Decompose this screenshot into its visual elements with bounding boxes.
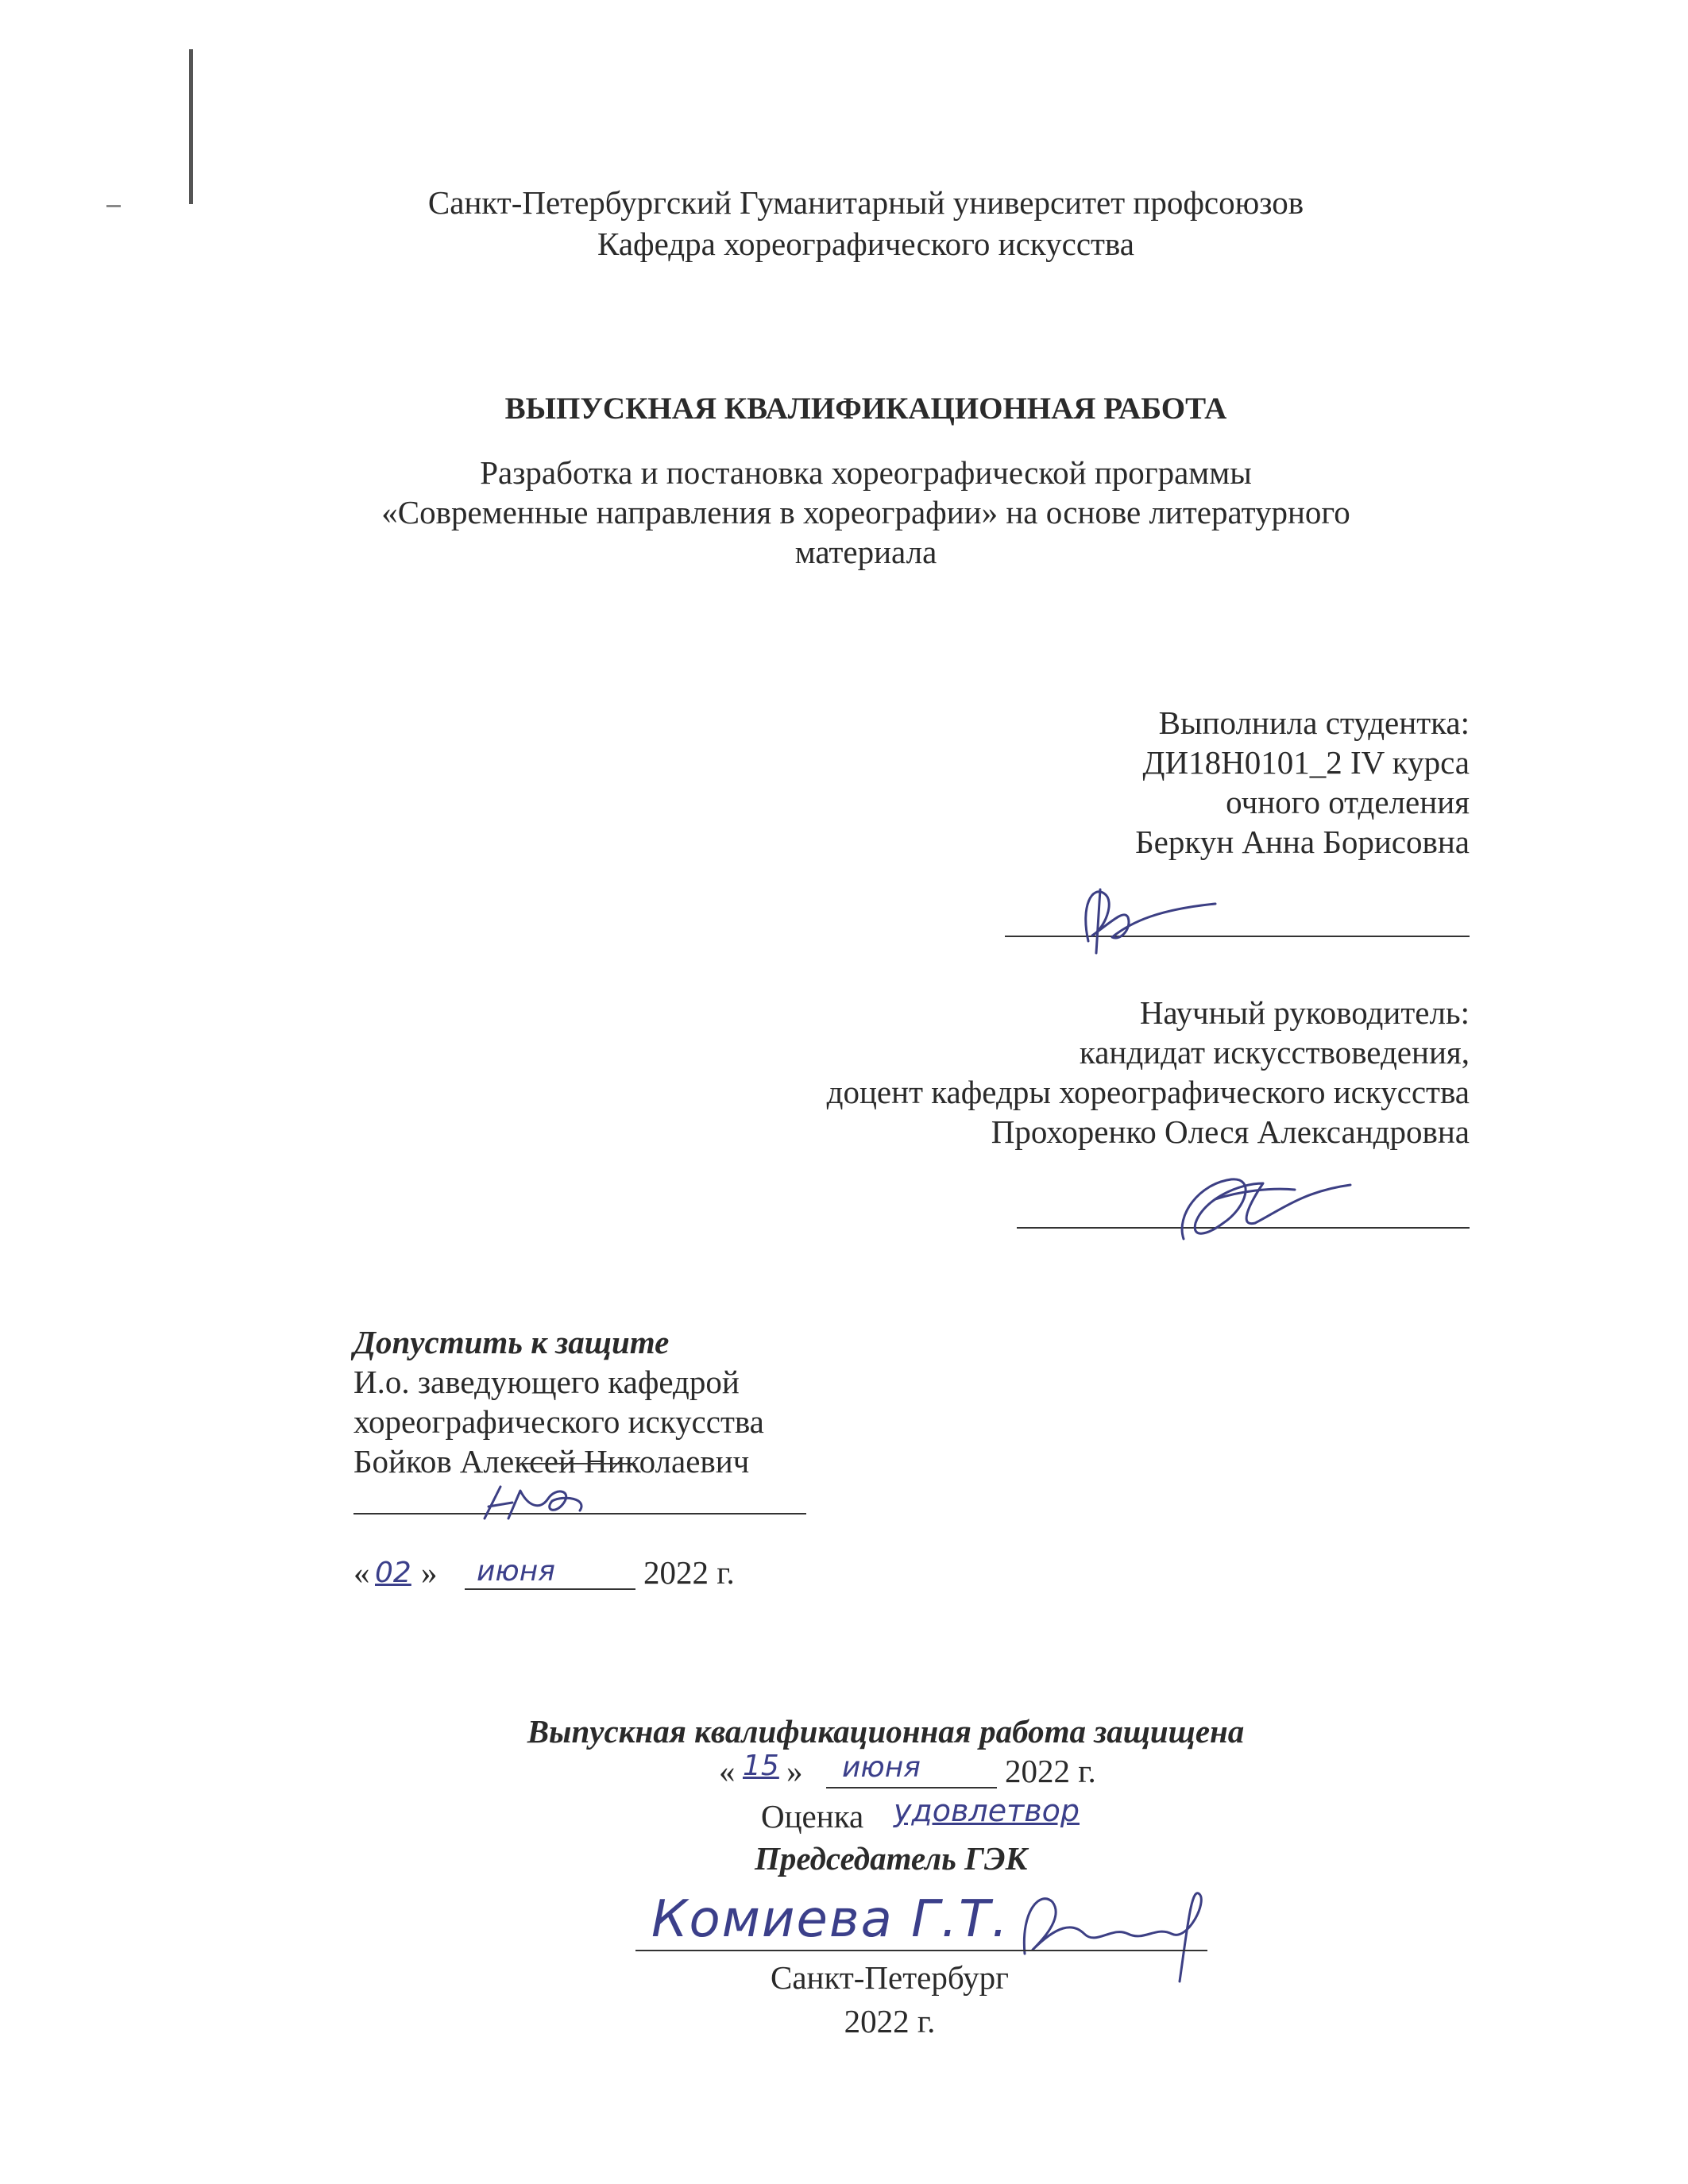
admission-date-month: июня xyxy=(477,1555,555,1588)
department-name: Кафедра хореографического искусства xyxy=(597,226,1134,262)
work-type-heading: ВЫПУСКНАЯ КВАЛИФИКАЦИОННАЯ РАБОТА xyxy=(504,392,1227,426)
grade-label: Оценка xyxy=(761,1798,864,1835)
topic-line-1: Разработка и постановка хореографической программы xyxy=(480,454,1252,491)
defense-date-close-quote: » xyxy=(786,1753,803,1789)
student-form: очного отделения xyxy=(1226,784,1470,820)
admission-head-name: Бойков Алексей Николаевич xyxy=(353,1443,750,1480)
defense-date-month: июня xyxy=(842,1751,921,1784)
defense-date-open-quote: « xyxy=(719,1753,736,1789)
topic-line-3: материала xyxy=(794,534,937,570)
supervisor-degree: кандидат искусствоведения, xyxy=(1079,1034,1470,1071)
supervisor-label: Научный руководитель: xyxy=(1139,994,1470,1031)
scan-margin-mark xyxy=(189,49,193,204)
student-name: Беркун Анна Борисовна xyxy=(1135,824,1470,860)
admission-date-close-quote: » xyxy=(421,1554,438,1591)
year: 2022 г. xyxy=(844,2003,936,2039)
defense-date-day: 15 xyxy=(743,1750,779,1782)
topic-line-2: «Современные направления в хореографии» на основе литературного xyxy=(381,494,1350,531)
admission-date-year: 2022 г. xyxy=(643,1554,735,1591)
defense-month-line xyxy=(826,1787,997,1788)
admission-line-2: хореографического искусства xyxy=(353,1403,764,1440)
admission-title: Допустить к защите xyxy=(353,1324,670,1360)
admission-date-open-quote: « xyxy=(353,1554,370,1591)
admission-date-day: 02 xyxy=(375,1557,411,1589)
defense-date-year: 2022 г. xyxy=(1005,1753,1096,1789)
grade-value: удовлетвор xyxy=(894,1793,1080,1828)
student-signature xyxy=(1056,874,1247,961)
supervisor-position: доцент кафедры хореографического искусства xyxy=(826,1074,1470,1110)
chair-signature-line xyxy=(635,1950,1207,1951)
supervisor-name: Прохоренко Олеся Александровна xyxy=(991,1113,1470,1150)
university-name: Санкт-Петербургский Гуманитарный университет профсоюзов xyxy=(427,184,1304,221)
chair-label: Председатель ГЭК xyxy=(755,1840,1028,1877)
strikethrough xyxy=(520,1463,635,1464)
scan-margin-dash xyxy=(106,205,121,207)
city: Санкт-Петербург xyxy=(771,1959,1009,1996)
admission-line-1: И.о. заведующего кафедрой xyxy=(353,1364,740,1400)
supervisor-signature xyxy=(1168,1167,1374,1247)
admission-month-line xyxy=(465,1588,635,1590)
student-group: ДИ18Н0101_2 IV курса xyxy=(1142,744,1470,781)
chair-handwritten-name: Комиева Г.Т. xyxy=(651,1890,1010,1949)
student-label: Выполнила студентка: xyxy=(1158,704,1470,741)
admission-signature xyxy=(477,1479,604,1526)
defense-title: Выпускная квалификационная работа защищена xyxy=(527,1713,1245,1750)
